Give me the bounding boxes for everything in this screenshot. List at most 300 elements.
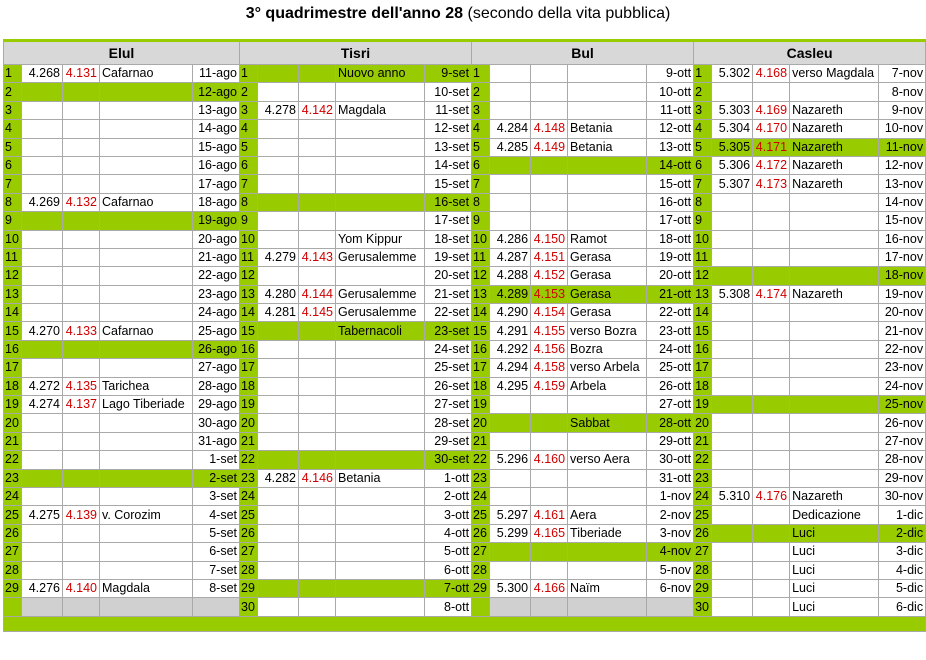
- place-name: [336, 543, 425, 561]
- ref-a: [712, 377, 753, 395]
- place-name: [568, 469, 647, 487]
- date-cell: 17-nov: [879, 248, 926, 266]
- date-cell: 25-ott: [647, 359, 694, 377]
- ref-b: [299, 267, 336, 285]
- date-cell: 3-ott: [425, 506, 472, 524]
- ref-b: [299, 543, 336, 561]
- day-number: 12: [694, 267, 712, 285]
- ref-b: 4.159: [531, 377, 568, 395]
- ref-a: 4.269: [22, 193, 63, 211]
- table-row: [4, 414, 926, 432]
- day-number: 2: [694, 83, 712, 101]
- day-number: 12: [4, 267, 22, 285]
- ref-b: 4.172: [753, 156, 790, 174]
- ref-b: [63, 432, 100, 450]
- day-number: 29: [472, 579, 490, 597]
- date-cell: 26-set: [425, 377, 472, 395]
- ref-b: [63, 212, 100, 230]
- ref-a: [258, 359, 299, 377]
- ref-a: [258, 579, 299, 597]
- table-row: [4, 101, 926, 119]
- ref-b: [299, 65, 336, 83]
- place-name: Cafarnao: [100, 322, 193, 340]
- place-name: Betania: [568, 120, 647, 138]
- ref-b: 4.171: [753, 138, 790, 156]
- day-number: 2: [240, 83, 258, 101]
- place-name: Betania: [336, 469, 425, 487]
- ref-a: [712, 396, 753, 414]
- place-name: [790, 322, 879, 340]
- ref-b: [531, 101, 568, 119]
- ref-b: [299, 487, 336, 505]
- date-cell: 9-nov: [879, 101, 926, 119]
- ref-a: [258, 598, 299, 616]
- table-row: [4, 524, 926, 542]
- month-header-casleu: Casleu: [694, 41, 926, 65]
- date-cell: 14-nov: [879, 193, 926, 211]
- ref-b: [299, 193, 336, 211]
- day-number: 13: [240, 285, 258, 303]
- place-name: [100, 561, 193, 579]
- table-row: [4, 579, 926, 597]
- ref-b: 4.156: [531, 340, 568, 358]
- ref-b: [63, 156, 100, 174]
- date-cell: 6-set: [193, 543, 240, 561]
- place-name: Luci: [790, 579, 879, 597]
- ref-a: 4.270: [22, 322, 63, 340]
- place-name: [790, 340, 879, 358]
- ref-a: 4.289: [490, 285, 531, 303]
- place-name: [336, 120, 425, 138]
- date-cell: 4-ott: [425, 524, 472, 542]
- ref-b: 4.158: [531, 359, 568, 377]
- place-name: Gerusalemme: [336, 248, 425, 266]
- table-row: [4, 506, 926, 524]
- day-number: 14: [694, 304, 712, 322]
- ref-a: [712, 359, 753, 377]
- day-number: 14: [240, 304, 258, 322]
- day-number: 21: [694, 432, 712, 450]
- ref-b: [299, 506, 336, 524]
- date-cell: 12-ott: [647, 120, 694, 138]
- place-name: Tarichea: [100, 377, 193, 395]
- ref-b: 4.148: [531, 120, 568, 138]
- day-number: 18: [472, 377, 490, 395]
- day-number: 29: [694, 579, 712, 597]
- ref-a: [22, 598, 63, 616]
- date-cell: 3-set: [193, 487, 240, 505]
- day-number: [472, 598, 490, 616]
- date-cell: 30-ago: [193, 414, 240, 432]
- date-cell: 8-set: [193, 579, 240, 597]
- day-number: 17: [472, 359, 490, 377]
- place-name: Cafarnao: [100, 193, 193, 211]
- ref-b: 4.142: [299, 101, 336, 119]
- ref-b: 4.173: [753, 175, 790, 193]
- date-cell: 28-nov: [879, 451, 926, 469]
- ref-b: 4.143: [299, 248, 336, 266]
- day-number: 24: [240, 487, 258, 505]
- ref-b: [531, 396, 568, 414]
- day-number: 18: [240, 377, 258, 395]
- ref-a: [258, 230, 299, 248]
- place-name: [568, 193, 647, 211]
- place-name: [336, 487, 425, 505]
- place-name: [336, 414, 425, 432]
- date-cell: 25-nov: [879, 396, 926, 414]
- date-cell: 22-ott: [647, 304, 694, 322]
- ref-a: [22, 524, 63, 542]
- ref-b: [63, 285, 100, 303]
- place-name: [568, 487, 647, 505]
- date-cell: 18-ott: [647, 230, 694, 248]
- ref-a: 4.284: [490, 120, 531, 138]
- place-name: Nuovo anno: [336, 65, 425, 83]
- ref-b: [753, 359, 790, 377]
- date-cell: 19-set: [425, 248, 472, 266]
- place-name: Dedicazione: [790, 506, 879, 524]
- date-cell: 17-ago: [193, 175, 240, 193]
- ref-b: [63, 101, 100, 119]
- date-cell: 28-set: [425, 414, 472, 432]
- ref-b: 4.168: [753, 65, 790, 83]
- ref-a: [258, 487, 299, 505]
- place-name: [790, 193, 879, 211]
- ref-b: [753, 432, 790, 450]
- day-number: 28: [4, 561, 22, 579]
- ref-a: [258, 175, 299, 193]
- ref-a: [258, 65, 299, 83]
- ref-a: [22, 432, 63, 450]
- date-cell: 20-nov: [879, 304, 926, 322]
- ref-a: [258, 322, 299, 340]
- place-name: [100, 340, 193, 358]
- ref-b: [299, 83, 336, 101]
- table-row: [4, 322, 926, 340]
- day-number: 13: [4, 285, 22, 303]
- date-cell: 4-dic: [879, 561, 926, 579]
- date-cell: 26-ago: [193, 340, 240, 358]
- footer-bar: [4, 616, 926, 631]
- ref-b: 4.155: [531, 322, 568, 340]
- date-cell: 23-set: [425, 322, 472, 340]
- day-number: 21: [240, 432, 258, 450]
- date-cell: 7-nov: [879, 65, 926, 83]
- ref-b: [753, 524, 790, 542]
- ref-b: [531, 487, 568, 505]
- date-cell: 15-ott: [647, 175, 694, 193]
- place-name: Luci: [790, 561, 879, 579]
- ref-a: 4.291: [490, 322, 531, 340]
- ref-b: [299, 579, 336, 597]
- place-name: [100, 543, 193, 561]
- ref-a: 4.288: [490, 267, 531, 285]
- place-name: Magdala: [336, 101, 425, 119]
- day-number: 5: [472, 138, 490, 156]
- day-number: 23: [694, 469, 712, 487]
- place-name: [100, 469, 193, 487]
- ref-b: 4.152: [531, 267, 568, 285]
- table-row: [4, 156, 926, 174]
- ref-b: [63, 469, 100, 487]
- ref-a: 4.292: [490, 340, 531, 358]
- date-cell: 29-nov: [879, 469, 926, 487]
- date-cell: 13-nov: [879, 175, 926, 193]
- place-name: [100, 359, 193, 377]
- place-name: [100, 248, 193, 266]
- place-name: Nazareth: [790, 156, 879, 174]
- day-number: 23: [472, 469, 490, 487]
- ref-a: [712, 506, 753, 524]
- place-name: [790, 248, 879, 266]
- date-cell: 27-ago: [193, 359, 240, 377]
- day-number: 8: [4, 193, 22, 211]
- date-cell: 24-ago: [193, 304, 240, 322]
- ref-b: 4.161: [531, 506, 568, 524]
- ref-b: [299, 359, 336, 377]
- place-name: [100, 432, 193, 450]
- ref-a: 5.296: [490, 451, 531, 469]
- ref-a: [712, 304, 753, 322]
- place-name: verso Arbela: [568, 359, 647, 377]
- day-number: 5: [694, 138, 712, 156]
- date-cell: 16-ago: [193, 156, 240, 174]
- day-number: 20: [472, 414, 490, 432]
- place-name: [568, 83, 647, 101]
- day-number: 20: [694, 414, 712, 432]
- ref-b: 4.139: [63, 506, 100, 524]
- ref-b: 4.169: [753, 101, 790, 119]
- place-name: Luci: [790, 543, 879, 561]
- ref-b: [753, 543, 790, 561]
- day-number: 23: [4, 469, 22, 487]
- place-name: [336, 396, 425, 414]
- place-name: Cafarnao: [100, 65, 193, 83]
- ref-b: [299, 156, 336, 174]
- day-number: 14: [472, 304, 490, 322]
- ref-b: [299, 598, 336, 616]
- place-name: [790, 414, 879, 432]
- date-cell: 21-ago: [193, 248, 240, 266]
- place-name: Tiberiade: [568, 524, 647, 542]
- day-number: 8: [472, 193, 490, 211]
- date-cell: 16-ott: [647, 193, 694, 211]
- place-name: [100, 156, 193, 174]
- date-cell: 19-ago: [193, 212, 240, 230]
- ref-a: [712, 414, 753, 432]
- day-number: 27: [472, 543, 490, 561]
- place-name: [568, 101, 647, 119]
- place-name: Bozra: [568, 340, 647, 358]
- calendar-table-wrapper: [3, 39, 924, 632]
- day-number: 27: [694, 543, 712, 561]
- date-cell: 13-ago: [193, 101, 240, 119]
- ref-a: [22, 469, 63, 487]
- ref-a: 4.279: [258, 248, 299, 266]
- day-number: 25: [694, 506, 712, 524]
- day-number: 19: [4, 396, 22, 414]
- ref-b: [63, 543, 100, 561]
- day-number: 17: [4, 359, 22, 377]
- ref-b: [63, 414, 100, 432]
- day-number: 25: [240, 506, 258, 524]
- ref-a: 5.297: [490, 506, 531, 524]
- ref-b: [299, 414, 336, 432]
- place-name: Aera: [568, 506, 647, 524]
- ref-b: [753, 193, 790, 211]
- date-cell: 23-ott: [647, 322, 694, 340]
- date-cell: 25-set: [425, 359, 472, 377]
- date-cell: 2-ott: [425, 487, 472, 505]
- ref-a: [22, 561, 63, 579]
- ref-a: [22, 230, 63, 248]
- ref-a: [258, 212, 299, 230]
- ref-a: [490, 83, 531, 101]
- place-name: [100, 414, 193, 432]
- day-number: 10: [4, 230, 22, 248]
- day-number: 26: [472, 524, 490, 542]
- ref-a: [22, 83, 63, 101]
- place-name: [336, 175, 425, 193]
- place-name: [100, 83, 193, 101]
- day-number: 21: [4, 432, 22, 450]
- ref-a: 5.308: [712, 285, 753, 303]
- place-name: Nazareth: [790, 175, 879, 193]
- place-name: [790, 396, 879, 414]
- day-number: 17: [240, 359, 258, 377]
- ref-a: [22, 487, 63, 505]
- place-name: Arbela: [568, 377, 647, 395]
- day-number: 7: [4, 175, 22, 193]
- place-name: Gerusalemme: [336, 285, 425, 303]
- place-name: [568, 543, 647, 561]
- ref-b: [753, 322, 790, 340]
- day-number: 11: [4, 248, 22, 266]
- ref-b: [63, 175, 100, 193]
- ref-a: [258, 267, 299, 285]
- place-name: [336, 267, 425, 285]
- ref-a: 4.285: [490, 138, 531, 156]
- day-number: 22: [4, 451, 22, 469]
- title-subtitle: (secondo della vita pubblica): [463, 5, 671, 22]
- place-name: [336, 212, 425, 230]
- day-number: 3: [694, 101, 712, 119]
- day-number: 9: [4, 212, 22, 230]
- day-number: 7: [240, 175, 258, 193]
- day-number: 15: [4, 322, 22, 340]
- date-cell: 15-set: [425, 175, 472, 193]
- place-name: [336, 598, 425, 616]
- footer-row: [4, 616, 926, 631]
- place-name: [100, 304, 193, 322]
- ref-b: [299, 432, 336, 450]
- date-cell: [647, 598, 694, 616]
- day-number: 23: [240, 469, 258, 487]
- day-number: 15: [240, 322, 258, 340]
- ref-b: 4.146: [299, 469, 336, 487]
- table-row: [4, 543, 926, 561]
- ref-a: 4.276: [22, 579, 63, 597]
- ref-b: 4.170: [753, 120, 790, 138]
- ref-b: 4.144: [299, 285, 336, 303]
- ref-b: 4.153: [531, 285, 568, 303]
- ref-a: [490, 101, 531, 119]
- ref-b: [531, 561, 568, 579]
- ref-b: [753, 598, 790, 616]
- place-name: [100, 267, 193, 285]
- day-number: 19: [240, 396, 258, 414]
- date-cell: 1-dic: [879, 506, 926, 524]
- date-cell: 12-ago: [193, 83, 240, 101]
- date-cell: 15-nov: [879, 212, 926, 230]
- table-row: [4, 65, 926, 83]
- ref-b: [299, 396, 336, 414]
- day-number: 9: [240, 212, 258, 230]
- date-cell: 20-ago: [193, 230, 240, 248]
- ref-b: [63, 248, 100, 266]
- place-name: [336, 138, 425, 156]
- day-number: 27: [4, 543, 22, 561]
- day-number: 6: [694, 156, 712, 174]
- place-name: [568, 598, 647, 616]
- day-number: 24: [4, 487, 22, 505]
- date-cell: 10-ott: [647, 83, 694, 101]
- date-cell: 11-nov: [879, 138, 926, 156]
- place-name: [568, 561, 647, 579]
- day-number: 28: [472, 561, 490, 579]
- date-cell: 25-ago: [193, 322, 240, 340]
- date-cell: 29-ago: [193, 396, 240, 414]
- ref-b: [63, 487, 100, 505]
- ref-a: [490, 65, 531, 83]
- day-number: 7: [694, 175, 712, 193]
- day-number: 16: [4, 340, 22, 358]
- ref-a: [258, 83, 299, 101]
- ref-a: [258, 193, 299, 211]
- ref-b: [299, 230, 336, 248]
- title-main: 3° quadrimestre dell'anno 28: [245, 5, 464, 22]
- table-row: [4, 248, 926, 266]
- ref-b: [753, 230, 790, 248]
- day-number: 16: [472, 340, 490, 358]
- day-number: 28: [694, 561, 712, 579]
- ref-a: 5.300: [490, 579, 531, 597]
- day-number: 25: [472, 506, 490, 524]
- ref-a: [258, 506, 299, 524]
- ref-a: [490, 469, 531, 487]
- ref-a: [712, 432, 753, 450]
- ref-a: [712, 543, 753, 561]
- date-cell: 4-nov: [647, 543, 694, 561]
- table-row: [4, 120, 926, 138]
- day-number: 19: [472, 396, 490, 414]
- ref-a: [490, 156, 531, 174]
- place-name: Naïm: [568, 579, 647, 597]
- day-number: 13: [694, 285, 712, 303]
- date-cell: 14-ott: [647, 156, 694, 174]
- place-name: Magdala: [100, 579, 193, 597]
- place-name: [336, 156, 425, 174]
- date-cell: 16-nov: [879, 230, 926, 248]
- place-name: [568, 432, 647, 450]
- ref-b: [531, 598, 568, 616]
- ref-a: [22, 101, 63, 119]
- date-cell: 11-ott: [647, 101, 694, 119]
- day-number: 28: [240, 561, 258, 579]
- ref-a: [22, 156, 63, 174]
- ref-a: [258, 340, 299, 358]
- day-number: 18: [694, 377, 712, 395]
